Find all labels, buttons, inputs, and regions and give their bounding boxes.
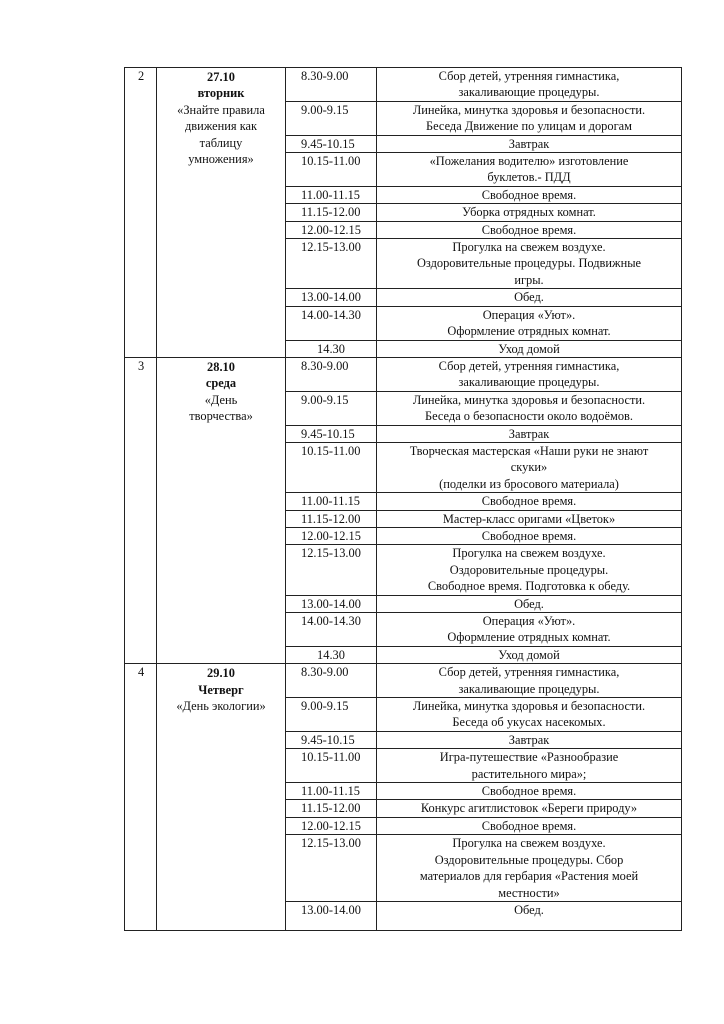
activity-line: буклетов.- ПДД xyxy=(487,170,571,185)
time-cell: 9.00-9.15 xyxy=(286,391,377,425)
activity-line: Уход домой xyxy=(498,647,560,662)
activity-line: Завтрак xyxy=(508,732,550,747)
time-cell: 12.15-13.00 xyxy=(286,545,377,595)
schedule-row xyxy=(125,68,682,102)
activity-line: Сбор детей, утренняя гимнастика, xyxy=(438,358,620,373)
activity-line: Уход домой xyxy=(498,341,560,356)
day-theme-line: «День экологии» xyxy=(176,699,266,714)
activity-line: Операция «Уют». xyxy=(482,307,576,322)
time-cell: 14.30 xyxy=(286,340,377,357)
activity-cell xyxy=(377,357,682,391)
activity-line: Беседа о безопасности около водоёмов. xyxy=(424,409,633,424)
time-cell: 12.00-12.15 xyxy=(286,817,377,834)
activity-line: Линейка, минутка здоровья и безопасности. xyxy=(412,699,646,714)
day-weekday: среда xyxy=(205,376,237,391)
activity-cell xyxy=(377,101,682,135)
activity-line: Уборка отрядных комнат. xyxy=(462,205,596,220)
day-number: 4 xyxy=(125,664,157,931)
day-weekday: вторник xyxy=(197,86,245,101)
activity-line: Обед. xyxy=(514,596,544,611)
activity-line: скуки» xyxy=(510,460,548,475)
activity-line: Линейка, минутка здоровья и безопасности. xyxy=(412,392,646,407)
time-cell: 13.00-14.00 xyxy=(286,595,377,612)
activity-line: игры. xyxy=(514,272,544,287)
time-cell: 9.45-10.15 xyxy=(286,731,377,748)
time-cell: 8.30-9.00 xyxy=(286,664,377,698)
activity-line: Оздоровительные процедуры. xyxy=(449,562,609,577)
activity-cell xyxy=(377,595,682,612)
activity-cell xyxy=(377,135,682,152)
time-cell: 14.00-14.30 xyxy=(286,613,377,647)
time-cell: 13.00-14.00 xyxy=(286,901,377,930)
activity-cell xyxy=(377,749,682,783)
activity-line: закаливающие процедуры. xyxy=(458,681,600,696)
time-cell: 12.00-12.15 xyxy=(286,527,377,544)
activity-cell xyxy=(377,510,682,527)
activity-line: растительного мира»; xyxy=(471,766,587,781)
day-theme-line: умножения» xyxy=(188,152,254,167)
day-theme-line: таблицу xyxy=(199,135,243,150)
activity-cell xyxy=(377,731,682,748)
activity-line: Прогулка на свежем воздухе. xyxy=(452,546,606,561)
time-cell: 10.15-11.00 xyxy=(286,749,377,783)
activity-line: материалов для гербария «Растения моей xyxy=(419,869,639,884)
day-date: 27.10 xyxy=(207,70,235,84)
activity-cell xyxy=(377,783,682,800)
time-cell: 11.15-12.00 xyxy=(286,800,377,817)
day-info xyxy=(157,664,286,931)
day-theme-line: «Знайте правила xyxy=(177,102,265,117)
activity-line: Операция «Уют». xyxy=(482,614,576,628)
activity-line: Прогулка на свежем воздухе. xyxy=(452,836,606,851)
activity-cell xyxy=(377,664,682,698)
activity-cell xyxy=(377,493,682,510)
activity-line: Свободное время. xyxy=(481,222,577,237)
activity-line: Оформление отрядных комнат. xyxy=(447,324,611,339)
activity-cell xyxy=(377,545,682,595)
day-number: 3 xyxy=(125,357,157,663)
activity-cell xyxy=(377,239,682,289)
activity-line: Беседа Движение по улицам и дорогам xyxy=(426,119,632,134)
time-cell: 8.30-9.00 xyxy=(286,357,377,391)
activity-line: Линейка, минутка здоровья и безопасности. xyxy=(412,102,646,117)
activity-cell xyxy=(377,221,682,238)
schedule-body xyxy=(125,68,682,931)
activity-cell xyxy=(377,698,682,732)
time-cell: 9.45-10.15 xyxy=(286,425,377,442)
activity-cell xyxy=(377,306,682,340)
time-cell: 11.00-11.15 xyxy=(286,186,377,203)
day-info xyxy=(157,68,286,358)
activity-line: Оздоровительные процедуры. Подвижные xyxy=(416,256,642,271)
activity-cell xyxy=(377,153,682,187)
activity-cell xyxy=(377,835,682,902)
schedule-table xyxy=(124,67,682,931)
activity-line: Игра-путешествие «Разнообразие xyxy=(439,750,619,765)
time-cell: 11.15-12.00 xyxy=(286,510,377,527)
day-theme-line: «День xyxy=(204,392,238,407)
activity-line: Беседа об укусах насекомых. xyxy=(452,715,606,730)
activity-cell xyxy=(377,646,682,663)
time-cell: 8.30-9.00 xyxy=(286,68,377,102)
schedule-row xyxy=(125,357,682,391)
activity-line: закаливающие процедуры. xyxy=(458,375,600,390)
activity-line: закаливающие процедуры. xyxy=(458,85,600,100)
activity-line: Сбор детей, утренняя гимнастика, xyxy=(438,665,620,680)
time-cell: 13.00-14.00 xyxy=(286,289,377,306)
activity-line: Свободное время. Подготовка к обеду. xyxy=(427,579,631,594)
activity-line: Оформление отрядных комнат. xyxy=(447,630,611,645)
day-weekday: Четверг xyxy=(198,682,244,697)
day-number: 2 xyxy=(125,68,157,358)
activity-line: Оздоровительные процедуры. Сбор xyxy=(434,852,624,867)
activity-cell xyxy=(377,800,682,817)
activity-cell xyxy=(377,527,682,544)
activity-cell xyxy=(377,425,682,442)
activity-line: (поделки из бросового материала) xyxy=(439,476,619,491)
activity-cell xyxy=(377,340,682,357)
activity-cell xyxy=(377,68,682,102)
time-cell: 14.00-14.30 xyxy=(286,306,377,340)
schedule-row xyxy=(125,664,682,698)
activity-line: Прогулка на свежем воздухе. xyxy=(452,240,606,255)
activity-line: Творческая мастерская «Наши руки не знают xyxy=(409,443,649,458)
time-cell: 12.15-13.00 xyxy=(286,239,377,289)
activity-line: Свободное время. xyxy=(481,528,577,543)
activity-cell xyxy=(377,901,682,930)
activity-line: Завтрак xyxy=(508,136,550,151)
time-cell: 14.30 xyxy=(286,646,377,663)
activity-line: «Пожелания водителю» изготовление xyxy=(429,154,629,169)
time-cell: 11.15-12.00 xyxy=(286,204,377,221)
time-cell: 10.15-11.00 xyxy=(286,153,377,187)
activity-cell xyxy=(377,186,682,203)
activity-line: Свободное время. xyxy=(481,187,577,202)
activity-line: Сбор детей, утренняя гимнастика, xyxy=(438,69,620,83)
activity-line: Мастер-класс оригами «Цветок» xyxy=(442,511,616,526)
activity-line: Завтрак xyxy=(508,426,550,441)
day-date: 28.10 xyxy=(207,359,235,374)
day-theme-line: творчества» xyxy=(189,409,253,424)
time-cell: 9.45-10.15 xyxy=(286,135,377,152)
activity-cell xyxy=(377,204,682,221)
activity-line: Обед. xyxy=(514,290,544,305)
time-cell: 11.00-11.15 xyxy=(286,493,377,510)
activity-cell xyxy=(377,613,682,647)
activity-line: Свободное время. xyxy=(481,818,577,833)
activity-cell xyxy=(377,442,682,492)
activity-cell xyxy=(377,289,682,306)
day-info xyxy=(157,357,286,663)
time-cell: 10.15-11.00 xyxy=(286,442,377,492)
activity-line: Конкурс агитлистовок «Береги природу» xyxy=(420,801,638,816)
time-cell: 12.15-13.00 xyxy=(286,835,377,902)
activity-line: Обед. xyxy=(514,902,544,917)
activity-cell xyxy=(377,391,682,425)
activity-line: Свободное время. xyxy=(481,494,577,509)
time-cell: 9.00-9.15 xyxy=(286,698,377,732)
activity-line: местности» xyxy=(498,885,560,900)
activity-cell xyxy=(377,817,682,834)
time-cell: 12.00-12.15 xyxy=(286,221,377,238)
time-cell: 9.00-9.15 xyxy=(286,101,377,135)
day-theme-line: движения как xyxy=(184,119,258,134)
time-cell: 11.00-11.15 xyxy=(286,783,377,800)
day-date: 29.10 xyxy=(207,666,235,681)
activity-line: Свободное время. xyxy=(481,784,577,799)
